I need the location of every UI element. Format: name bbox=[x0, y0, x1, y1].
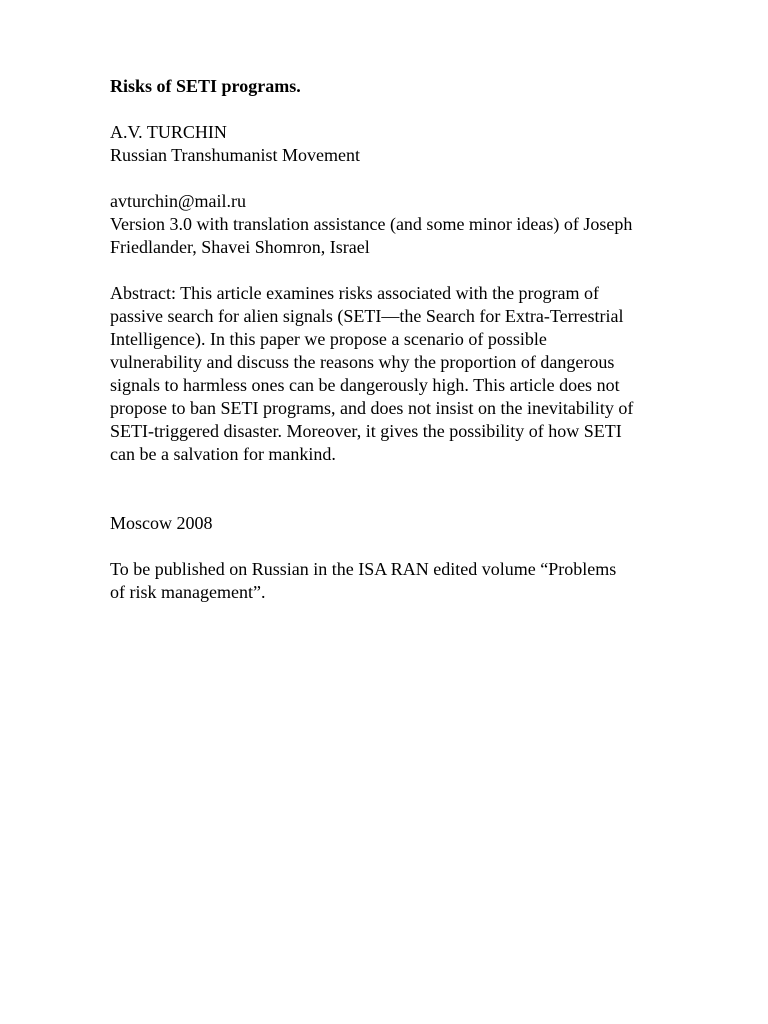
abstract-line: signals to harmless ones can be dangerously high. This article does not bbox=[110, 375, 620, 395]
abstract-line: Abstract: This article examines risks associated with the program of bbox=[110, 283, 600, 303]
abstract-line: passive search for alien signals (SETI—the Search for Extra-Terrestrial bbox=[110, 306, 624, 326]
publication-note bbox=[110, 558, 720, 604]
publication-note-line: To be published on Russian in the ISA RAN edited volume “Problems bbox=[110, 559, 617, 579]
abstract-line: propose to ban SETI programs, and does not insist on the inevitability of bbox=[110, 398, 634, 418]
abstract-line: can be a salvation for mankind. bbox=[110, 444, 336, 464]
author-affiliation: Russian Transhumanist Movement bbox=[110, 145, 361, 165]
abstract-paragraph bbox=[110, 282, 720, 466]
place-date: Moscow 2008 bbox=[110, 513, 213, 533]
document-page bbox=[110, 75, 720, 604]
publication-note-line: of risk management”. bbox=[110, 582, 266, 602]
abstract-line: vulnerability and discuss the reasons why the proportion of dangerous bbox=[110, 352, 615, 372]
contact-block bbox=[110, 190, 720, 259]
author-name: A.V. TURCHIN bbox=[110, 122, 227, 142]
version-line-2: Friedlander, Shavei Shomron, Israel bbox=[110, 237, 370, 257]
author-email: avturchin@mail.ru bbox=[110, 191, 247, 211]
abstract-line: Intelligence). In this paper we propose a scenario of possible bbox=[110, 329, 547, 349]
version-line-1: Version 3.0 with translation assistance (and some minor ideas) of Joseph bbox=[110, 214, 633, 234]
abstract-line: SETI-triggered disaster. Moreover, it gives the possibility of how SETI bbox=[110, 421, 622, 441]
author-block bbox=[110, 121, 720, 167]
paper-title: Risks of SETI programs. bbox=[110, 76, 301, 96]
